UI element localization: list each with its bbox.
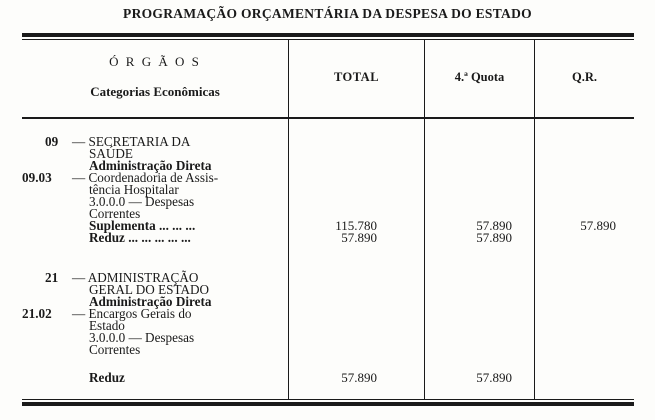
entry-2102-name-line1: — Encargos Gerais do [72, 306, 192, 321]
header-rule [22, 117, 634, 119]
entry-21-name-line1: — ADMINISTRAÇÃO [72, 270, 199, 285]
entry-21-name-line2: GERAL DO ESTADO [89, 282, 210, 297]
bottom-rule-thick [22, 402, 634, 406]
entry-0903-name-line1: — Coordenadoria de Assis- [72, 170, 219, 185]
entry-0903-code: 09.03 [22, 170, 52, 185]
entry-09-name-line2: SAÚDE [89, 146, 133, 161]
header-categorias: Categorias Econômicas [90, 84, 220, 99]
column-divider-2 [424, 40, 425, 399]
reduz-2102-total: 57.890 [341, 370, 377, 385]
entry-21-code: 21 [45, 270, 59, 285]
entry-0903-name-line2: tência Hospitalar [89, 182, 179, 197]
column-divider-3 [534, 40, 535, 399]
header-qr: Q.R. [572, 70, 597, 84]
entry-0903-reduz: Reduz ... ... ... ... ... [89, 230, 191, 245]
entry-0903-category-line2: Correntes [89, 206, 141, 221]
entry-0903-category-line1: 3.0.0.0 — Despesas [89, 194, 195, 209]
entry-2102-category-line2: Correntes [89, 342, 141, 357]
header-quota: 4.ª Quota [454, 70, 505, 84]
entry-09-code: 09 [45, 134, 59, 149]
entry-21-admin: Administração Direta [89, 294, 212, 309]
header-total: TOTAL [333, 70, 380, 84]
top-rule-thick [22, 33, 634, 37]
document-title: PROGRAMAÇÃO ORÇAMENTÁRIA DA DESPESA DO ESTADO [123, 6, 532, 21]
entry-0903-suplementa: Suplementa ... ... ... [89, 218, 196, 233]
reduz-total: 57.890 [341, 230, 377, 245]
column-divider-1 [288, 40, 289, 399]
bottom-rule-thin [22, 399, 634, 400]
reduz-quota: 57.890 [476, 230, 512, 245]
entry-2102-name-line2: Estado [89, 318, 125, 333]
reduz-2102-quota: 57.890 [476, 370, 512, 385]
suplementa-qr: 57.890 [580, 218, 616, 233]
entry-2102-reduz: Reduz [89, 370, 125, 385]
header-orgaos: Ó R G Ã O S [109, 54, 201, 69]
suplementa-quota: 57.890 [476, 218, 512, 233]
entry-2102-code: 21.02 [22, 306, 52, 321]
entry-09-name-line1: — SECRETARIA DA [72, 134, 191, 149]
top-rule-thin [22, 39, 634, 40]
entry-09-admin: Administração Direta [89, 158, 212, 173]
entry-2102-category-line1: 3.0.0.0 — Despesas [89, 330, 195, 345]
suplementa-total: 115.780 [335, 218, 377, 233]
